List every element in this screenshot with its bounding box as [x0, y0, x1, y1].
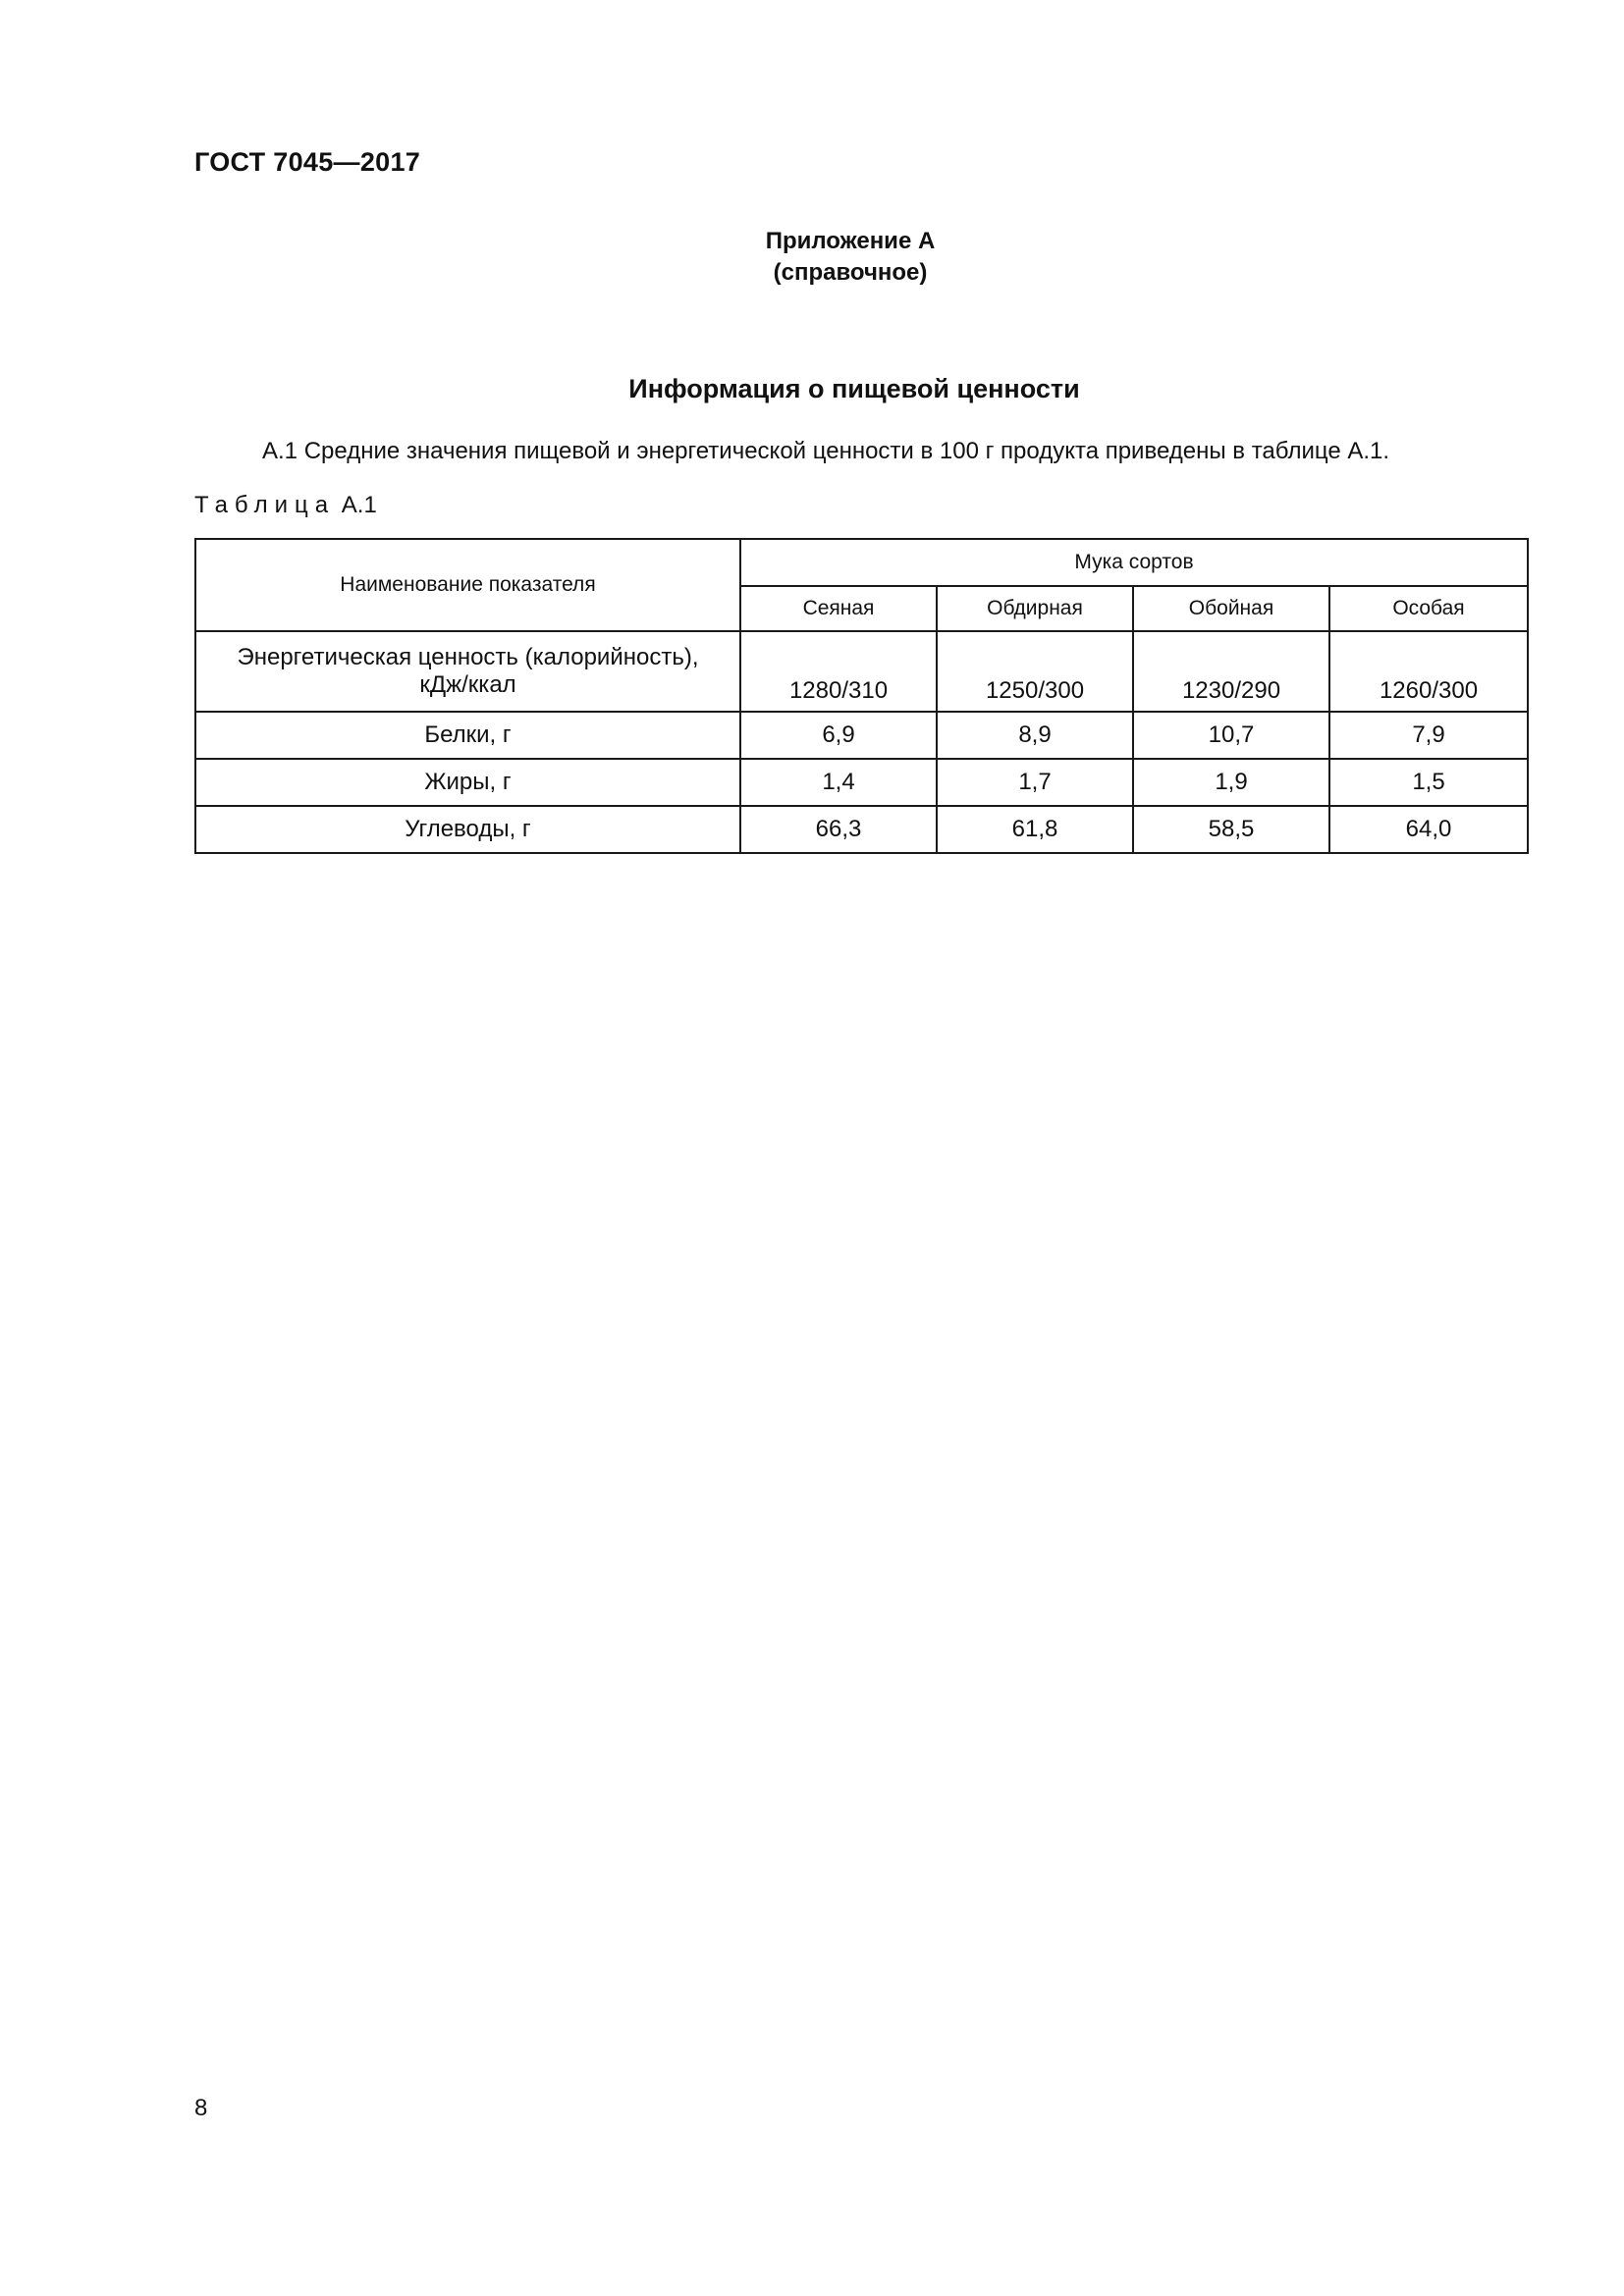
cell-value: 1280/310 — [740, 631, 937, 712]
page-number: 8 — [194, 2095, 208, 2121]
table-row — [195, 712, 1528, 759]
paragraph-a1: А.1 Средние значения пищевой и энергетической ценности в 100 г продукта приведены в таблице А.1. — [262, 438, 1390, 464]
cell-value: 1,4 — [740, 759, 937, 806]
header-col-osobaya: Особая — [1329, 586, 1528, 631]
row-name-energy — [195, 631, 740, 712]
cell-value: 1230/290 — [1133, 631, 1329, 712]
cell-value: 1,9 — [1133, 759, 1329, 806]
cell-value: 1260/300 — [1329, 631, 1528, 712]
header-col-oboynaya: Обойная — [1133, 586, 1329, 631]
header-col-obdirnaya: Обдирная — [937, 586, 1133, 631]
appendix-subtitle: (справочное) — [773, 259, 928, 286]
header-flour-group: Мука сортов — [740, 539, 1528, 586]
row-name-carbs: Углеводы, г — [195, 806, 740, 853]
cell-value: 7,9 — [1329, 712, 1528, 759]
table-caption-word: Таблица — [194, 492, 336, 518]
row-name-energy-line1: Энергетическая ценность (калорийность), — [237, 644, 699, 670]
section-title: Информация о пищевой ценности — [628, 374, 1080, 403]
row-name-protein: Белки, г — [195, 712, 740, 759]
cell-value: 61,8 — [937, 806, 1133, 853]
header-indicator: Наименование показателя — [195, 539, 740, 631]
cell-value: 1,7 — [937, 759, 1133, 806]
row-name-fat: Жиры, г — [195, 759, 740, 806]
cell-value: 1250/300 — [937, 631, 1133, 712]
table-row — [195, 631, 1528, 712]
table-caption — [194, 492, 377, 519]
table-header-row — [195, 539, 1528, 586]
document-code: ГОСТ 7045—2017 — [194, 147, 421, 177]
row-name-energy-line2: кДж/ккал — [419, 671, 516, 698]
table-caption-number: А.1 — [341, 492, 377, 518]
cell-value: 1,5 — [1329, 759, 1528, 806]
table-row — [195, 759, 1528, 806]
cell-value: 8,9 — [937, 712, 1133, 759]
cell-value: 10,7 — [1133, 712, 1329, 759]
cell-value: 66,3 — [740, 806, 937, 853]
cell-value: 6,9 — [740, 712, 937, 759]
cell-value: 58,5 — [1133, 806, 1329, 853]
nutrition-table — [194, 538, 1529, 854]
cell-value: 64,0 — [1329, 806, 1528, 853]
appendix-title: Приложение А — [765, 228, 936, 254]
header-col-seyanaya: Сеяная — [740, 586, 937, 631]
table-row — [195, 806, 1528, 853]
